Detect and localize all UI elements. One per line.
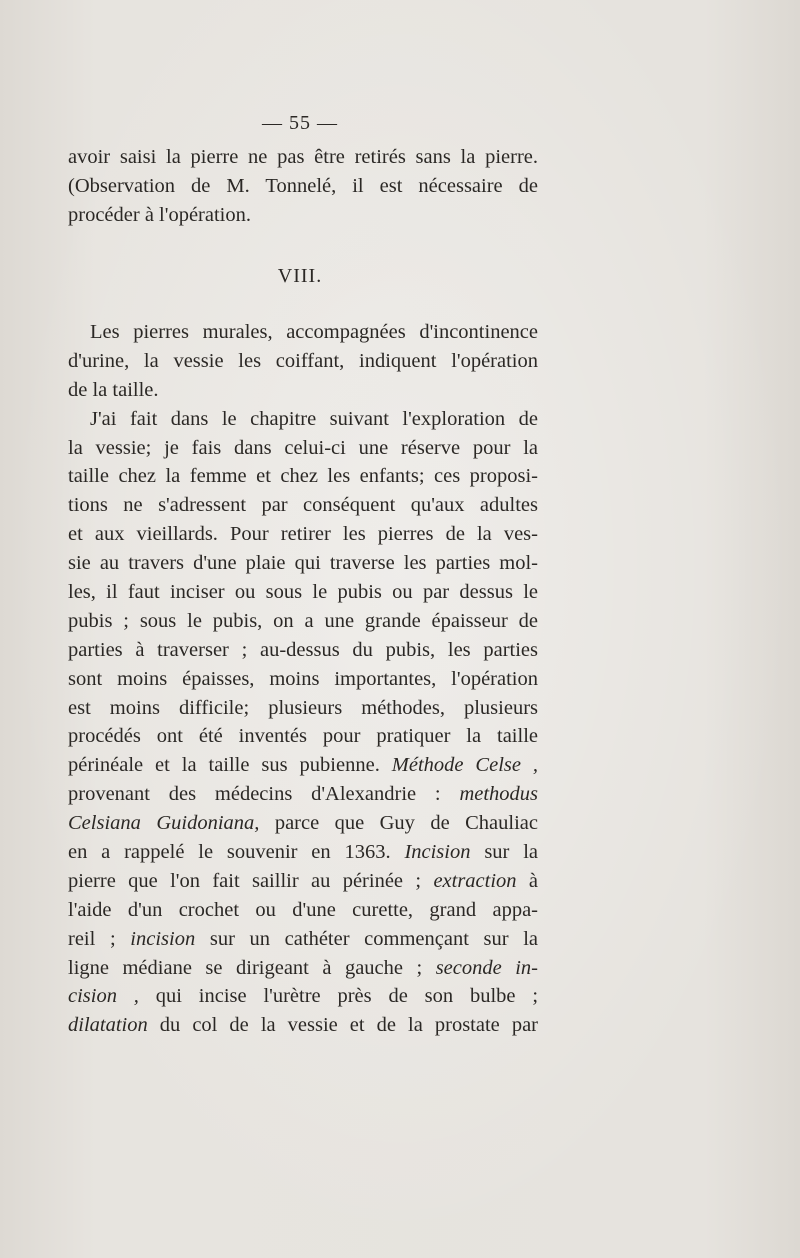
- italic-term: dilatation: [68, 1014, 148, 1037]
- text-segment: à: [528, 869, 539, 892]
- text-segment: sur un cathéter commençant sur la: [209, 927, 539, 950]
- text-line: parties à traverser ; au-dessus du pubis, les parties: [68, 638, 538, 661]
- text-segment: ligne médiane se dirigeant à gauche ;: [68, 956, 423, 979]
- text-segment: provenant des médecins d'Alexandrie :: [68, 783, 441, 806]
- text-line: [68, 1011, 538, 1040]
- text-line: avoir saisi la pierre ne pas être retirés sans la pierre.: [68, 146, 538, 168]
- text-line: d'urine, la vessie les coiffant, indiquent l'opération: [68, 349, 538, 372]
- italic-term: extraction: [433, 869, 517, 892]
- text-segment: en a rappelé le souvenir en 1363.: [68, 841, 391, 864]
- text-line: Les pierres murales, accompagnées d'incontinence: [90, 321, 538, 343]
- text-line: est moins difficile; plusieurs méthodes, plusieurs: [68, 696, 538, 719]
- text-segment: reil ;: [68, 927, 116, 950]
- text-line: [68, 751, 538, 780]
- text-line: et aux vieillards. Pour retirer les pierres de la ves-: [68, 523, 538, 546]
- text-line: [68, 954, 538, 983]
- text-line: pubis ; sous le pubis, on a une grande épaisseur de: [68, 609, 538, 632]
- section-body: [68, 318, 538, 1040]
- text-line: (Observation de M. Tonnelé, il est nécessaire de: [68, 174, 538, 197]
- text-line: tions ne s'adressent par conséquent qu'aux adultes: [68, 494, 538, 517]
- italic-term: cision ,: [68, 985, 139, 1008]
- text-line: l'aide d'un crochet ou d'une curette, grand appa-: [68, 898, 538, 921]
- text-line: la vessie; je fais dans celui-ci une réserve pour la: [68, 436, 538, 459]
- text-line: sont moins épaisses, moins importantes, l'opération: [68, 667, 538, 690]
- text-segment: parce que Guy de Chauliac: [274, 812, 538, 835]
- text-segment: sur la: [484, 841, 538, 864]
- italic-term: Celsiana Guidoniana,: [68, 812, 260, 835]
- section-heading: VIII.: [277, 265, 323, 287]
- text-segment: pierre que l'on fait saillir au périnée ;: [68, 869, 422, 892]
- italic-term: seconde in-: [435, 956, 538, 979]
- italic-term: Incision: [404, 841, 471, 864]
- text-line: [68, 838, 538, 867]
- text-line: sie au travers d'une plaie qui traverse les parties mol-: [68, 552, 538, 575]
- page-number: — 55 —: [262, 112, 338, 134]
- text-line: [68, 982, 538, 1011]
- text-line: [68, 780, 538, 809]
- text-line: [68, 925, 538, 954]
- text-line: J'ai fait dans le chapitre suivant l'exploration de: [90, 407, 538, 430]
- text-line: taille chez la femme et chez les enfants; ces proposi-: [68, 465, 538, 488]
- text-segment: qui incise l'urètre près de son bulbe ;: [155, 985, 539, 1008]
- italic-term: incision: [130, 927, 196, 950]
- text-line: procédés ont été inventés pour pratiquer la taille: [68, 725, 538, 748]
- text-segment: périnéale et la taille sus pubienne.: [68, 754, 380, 777]
- text-segment: du col de la vessie et de la prostate par: [159, 1014, 538, 1037]
- text-line: [68, 867, 538, 896]
- italic-term: methodus: [459, 783, 539, 806]
- continued-paragraph: [68, 143, 538, 230]
- italic-term: Méthode Celse ,: [391, 754, 539, 777]
- text-line: les, il faut inciser ou sous le pubis ou par dessus le: [68, 581, 538, 604]
- text-line: de la taille.: [68, 378, 159, 401]
- text-line: procéder à l'opération.: [68, 203, 251, 226]
- text-line: [68, 809, 538, 838]
